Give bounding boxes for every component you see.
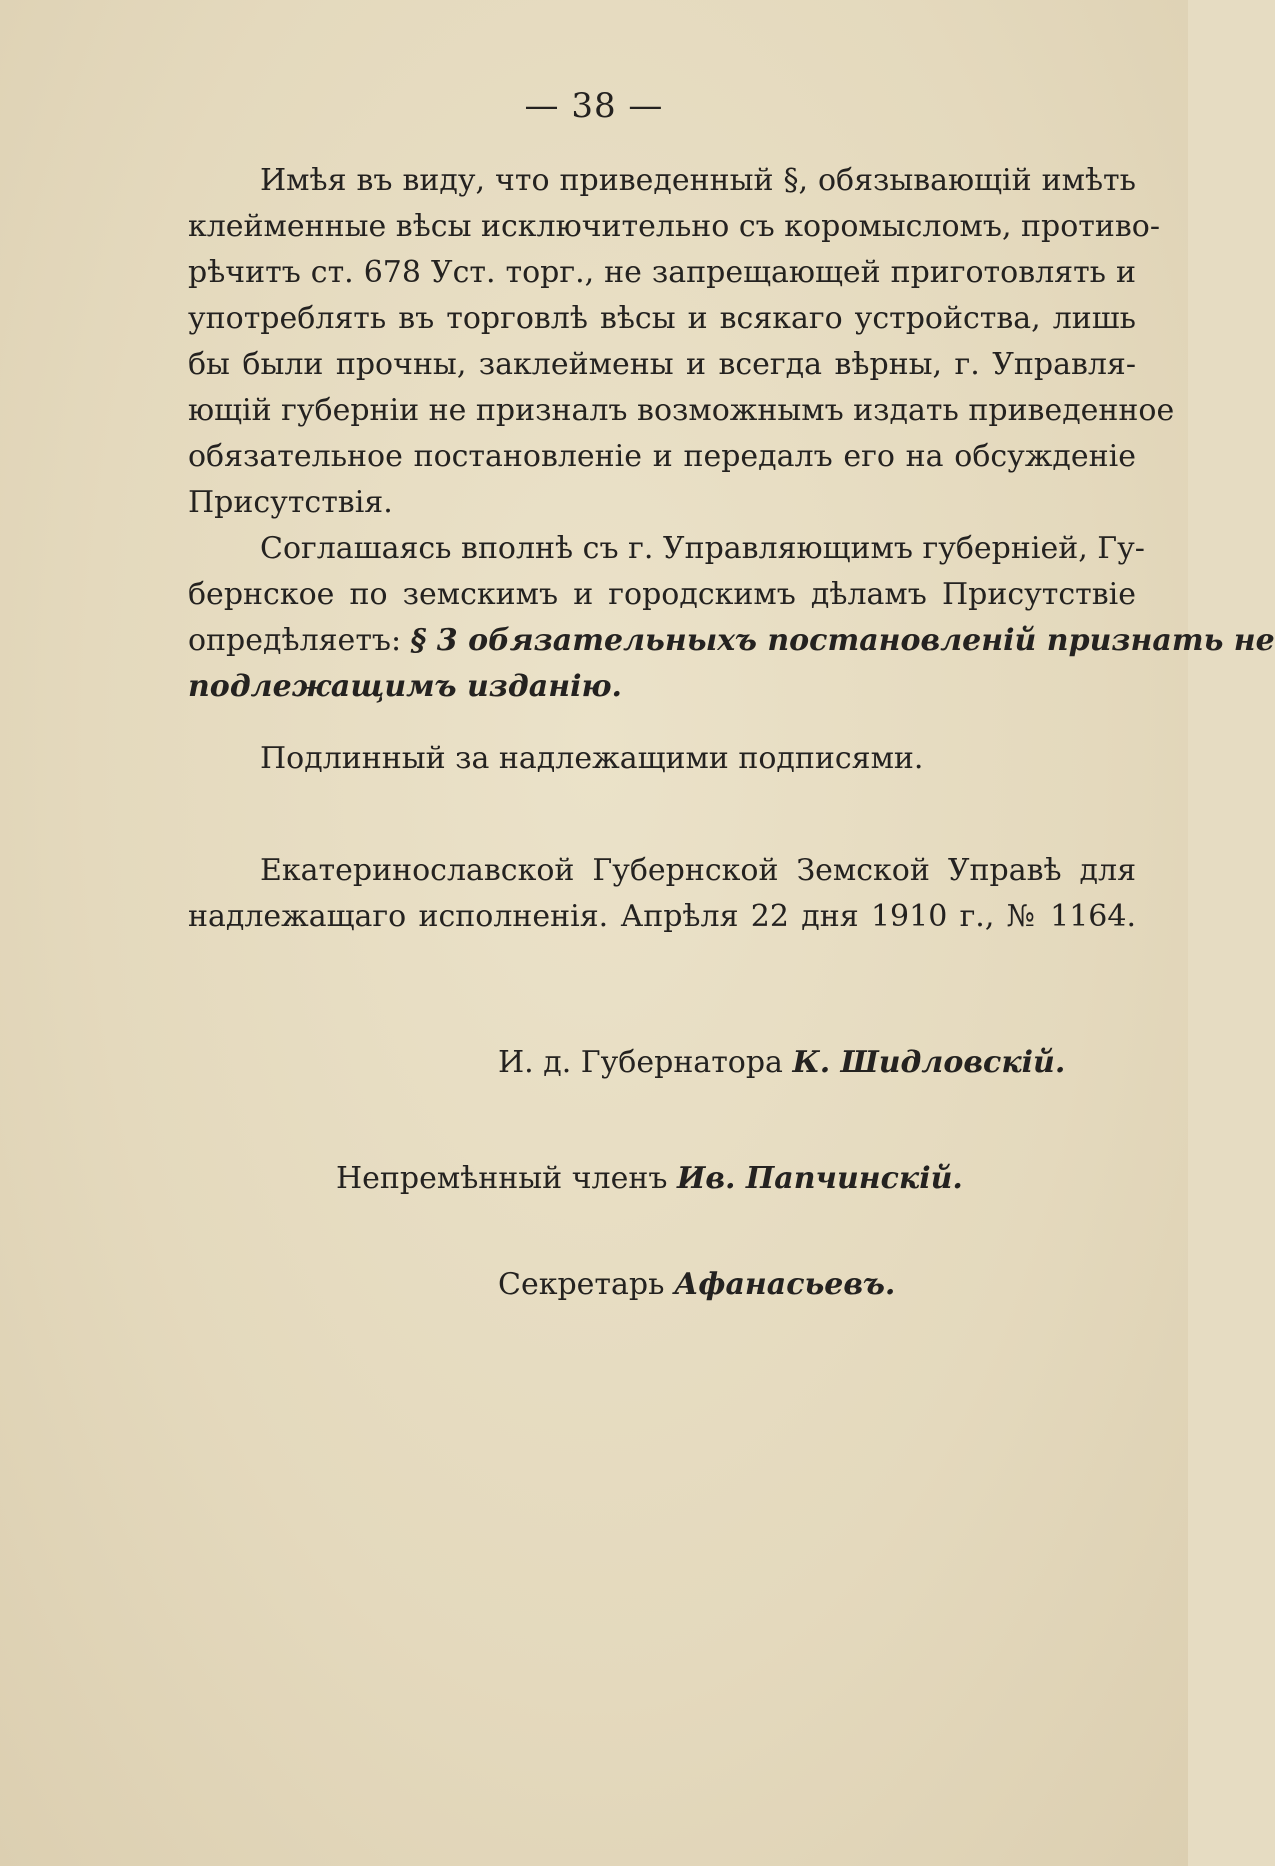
paragraph-1-line: рѣчитъ ст. 678 Уст. торг., не запрещающей приготовлять и bbox=[188, 255, 1136, 290]
paragraph-1-line: ющій губерніи не призналъ возможнымъ издать приведенное bbox=[188, 393, 1175, 428]
member-title: Непремѣнный членъ bbox=[336, 1161, 677, 1196]
decision-text-end: подлежащимъ изданію. bbox=[188, 669, 622, 704]
governor-name: К. Шидловскій. bbox=[792, 1045, 1066, 1080]
page-number: — 38 — bbox=[524, 86, 664, 126]
paragraph-1-line: бы были прочны, заклеймены и всегда вѣрны, г. Управля- bbox=[188, 347, 1136, 382]
addressee-line: Екатеринославской Губернской Земской Управѣ для bbox=[260, 853, 1136, 888]
paragraph-2-line: бернское по земскимъ и городскимъ дѣламъ Присутствіе bbox=[188, 577, 1136, 612]
date-number-line: надлежащаго исполненія. Апрѣля 22 дня 1910 г., № 1164. bbox=[188, 899, 1136, 934]
paragraph-1-line: обязательное постановленіе и передалъ его на обсужденіе bbox=[188, 439, 1136, 474]
governor-signature bbox=[498, 1040, 1065, 1086]
secretary-name: Афанасьевъ. bbox=[673, 1267, 896, 1302]
decision-text: § 3 обязательныхъ постановленій признать не bbox=[410, 623, 1275, 658]
paragraph-2 bbox=[188, 526, 1275, 710]
decision-prefix: опредѣляетъ: bbox=[188, 623, 411, 658]
member-name: Ив. Папчинскій. bbox=[676, 1161, 963, 1196]
paragraph-1-line: употреблять въ торговлѣ вѣсы и всякаго устройства, лишь bbox=[188, 301, 1136, 336]
paragraph-4 bbox=[188, 848, 1136, 940]
original-signatures-note: Подлинный за надлежащими подписями. bbox=[260, 741, 924, 776]
governor-title: И. д. Губернатора bbox=[498, 1045, 793, 1080]
paragraph-3 bbox=[188, 736, 1136, 782]
paragraph-2-line: Соглашаясь вполнѣ съ г. Управляющимъ губерніей, Гу- bbox=[260, 531, 1145, 566]
paragraph-1-line: клейменные вѣсы исключительно съ коромысломъ, противо- bbox=[188, 209, 1160, 244]
secretary-title: Секретарь bbox=[498, 1267, 674, 1302]
paragraph-1-line: Присутствія. bbox=[188, 485, 393, 520]
member-signature bbox=[336, 1156, 963, 1202]
secretary-signature bbox=[498, 1262, 895, 1308]
paragraph-1 bbox=[188, 158, 1175, 526]
paragraph-1-line: Имѣя въ виду, что приведенный §, обязывающій имѣть bbox=[260, 163, 1136, 198]
paragraph-2-line-decision bbox=[188, 618, 1275, 664]
